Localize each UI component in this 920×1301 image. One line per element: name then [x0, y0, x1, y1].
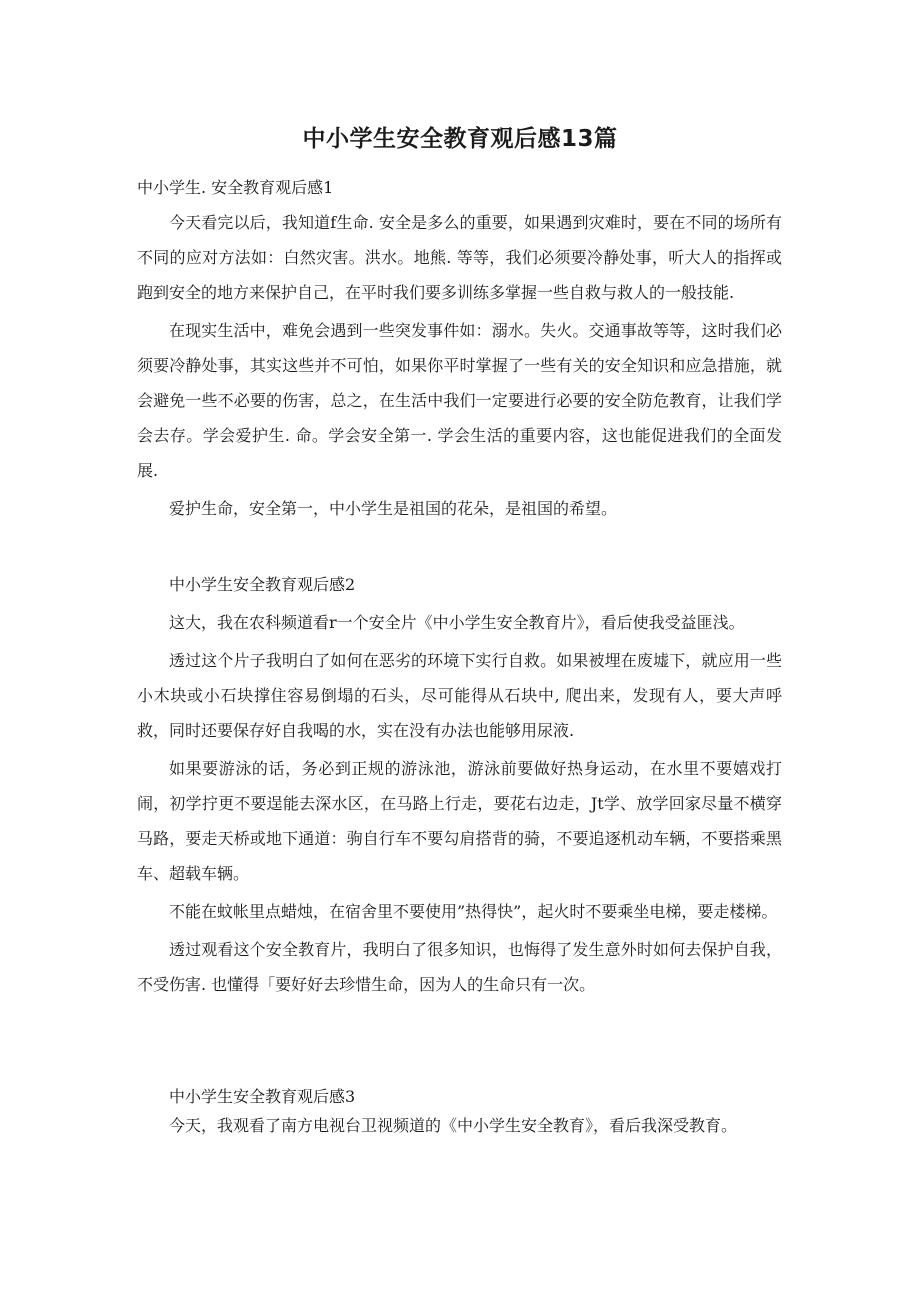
section-3	[137, 1084, 782, 1139]
paragraph: 透过这个片子我明白了如何在恶劣的环境下实行自救。如果被埋在废墟下，就应用一些小木块或小石块撑住容易倒塌的石头，尽可能得从石块中, 爬出来，发现有人，要大声呼救，同时还要保存好自我喝的水，实在没有办法也能够用尿液.	[137, 651, 782, 740]
paragraph: 今天，我观看了南方电视台卫视频道的《中小学生安全教育》，看后我深受教育。	[169, 1116, 738, 1135]
section-heading-2: 中小学生安全教育观后感2	[169, 575, 356, 594]
paragraph: 不能在蚊帐里点蜡烛，在宿舍里不要使用”热得快”，起火时不要乘坐电梯，要走楼梯。	[169, 902, 778, 921]
paragraph: 如果要游泳的话，务必到正规的游泳池，游泳前要做好热身运动，在水里不要嬉戏打闹，初学拧更不要逞能去深水区，在马路上行走，要花右边走，Jt学、放学回家尽量不横穿马路，要走天桥或地下通道：驹自行车不要勾肩搭背的骑，不要追逐机动车辆，不要搭乘黑车、超载车辆。	[137, 759, 782, 883]
section-heading-3: 中小学生安全教育观后感3	[169, 1087, 356, 1106]
paragraph: 这大，我在农科频道看r一个安全片《中小学生安全教育片》，看后使我受益匪浅。	[169, 613, 745, 632]
section-2	[137, 567, 782, 1002]
paragraph: 爱护生命，安全第一，中小学生是祖国的花朵，是祖国的希望。	[169, 499, 618, 518]
section-1	[137, 170, 782, 526]
section-heading-1: 中小学生. 安全教育观后感1	[137, 178, 334, 197]
paragraph: 今天看完以后，我知道f生命. 安全是多么的重要，如果遇到灾难时，要在不同的场所有不同的应对方法如：白然灾害。洪水。地熊. 等等，我们必须要冷静处事，听大人的指挥或跑到安全的地方来保护自己，在平时我们要多训练多掌握一些自救与救人的一般技能.	[137, 213, 782, 302]
paragraph: 透过观看这个安全教育片，我明白了很多知识，也悔得了发生意外时如何去保护自我，不受伤害. 也懂得「要好好去珍惜生命，因为人的生命只有一次。	[137, 940, 782, 994]
paragraph: 在现实生活中，难免会遇到一些突发事件如：溺水。失火。交通事故等等，这时我们必须要冷静处事，其实这些并不可怕，如果你平时掌握了一些有关的安全知识和应急措施，就会避免一些不必要的伤害，总之，在生活中我们一定要进行必要的安全防危教育，让我们学会去存。学会爱护生. 命。学会安全第一. 学会生活的重要内容，这也能促进我们的全面发展.	[137, 321, 782, 480]
document-title: 中小学生安全教育观后感13篇	[302, 126, 618, 152]
